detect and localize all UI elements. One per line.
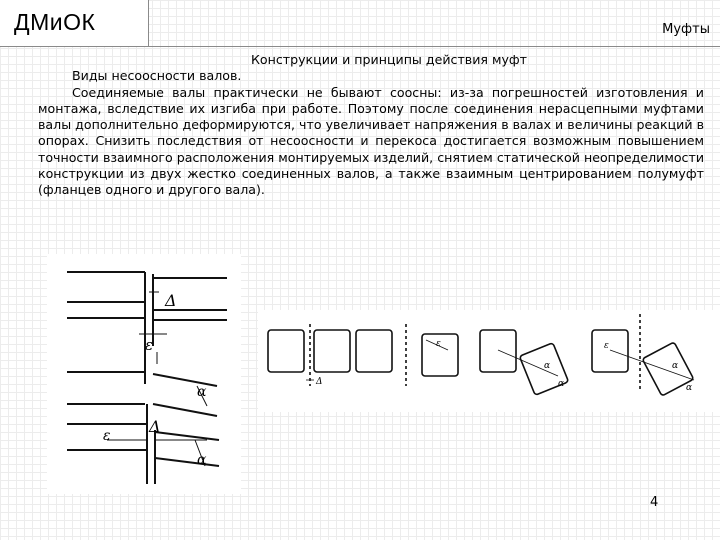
section-label: Муфты [662,22,710,37]
label-epsilon: ε [145,336,154,354]
subtitle: Виды несоосности валов. [72,68,242,84]
label-epsilon-2: ε [604,341,609,351]
main-text [38,52,704,199]
label-alpha-3: α [672,361,679,371]
label-delta-top: Δ [165,291,177,310]
page-title: Конструкции и принципы действия муфт [250,52,528,67]
label-delta-bottom: Δ [149,417,161,436]
header-divider [148,46,720,47]
label-alpha-1: α [197,384,207,400]
label-delta: Δ [316,377,323,387]
figure-misalignment-schemes [47,254,241,494]
label-alpha-4: α [686,383,693,393]
shaft-ends-drawing [258,310,720,412]
brand-title: ДМиОК [14,9,96,35]
label-epsilon-2: ε [103,428,111,444]
brand-box [0,0,149,47]
label-alpha-2: α [558,379,565,389]
label-alpha-1: α [544,361,551,371]
header-bar [0,0,720,48]
label-alpha-2: α [197,452,207,468]
misalignment-drawing [47,254,241,494]
figure-shaft-ends [258,310,720,412]
body-paragraph: Соединяемые валы практически не бывают соосны: из-за погрешностей изготовления и монтажа, вследствие их изгиба при работе. Поэтому после соединения нерасцепными муфтами валы дополнительно деформируются, что увеличивает напряжения в валах и величины реакций в опорах. Снизить последствия от несоосности и перекоса достигается возможным повышением точности взаимного расположения монтируемых изделий, снятием статической неопределимости конструкции из двух жестко соединенных валов, а также взаимным центрированием полумуфт (фланцев одного и другого вала). [38,84,704,198]
page-number: 4 [650,495,659,510]
label-epsilon-1: ε [436,339,441,349]
